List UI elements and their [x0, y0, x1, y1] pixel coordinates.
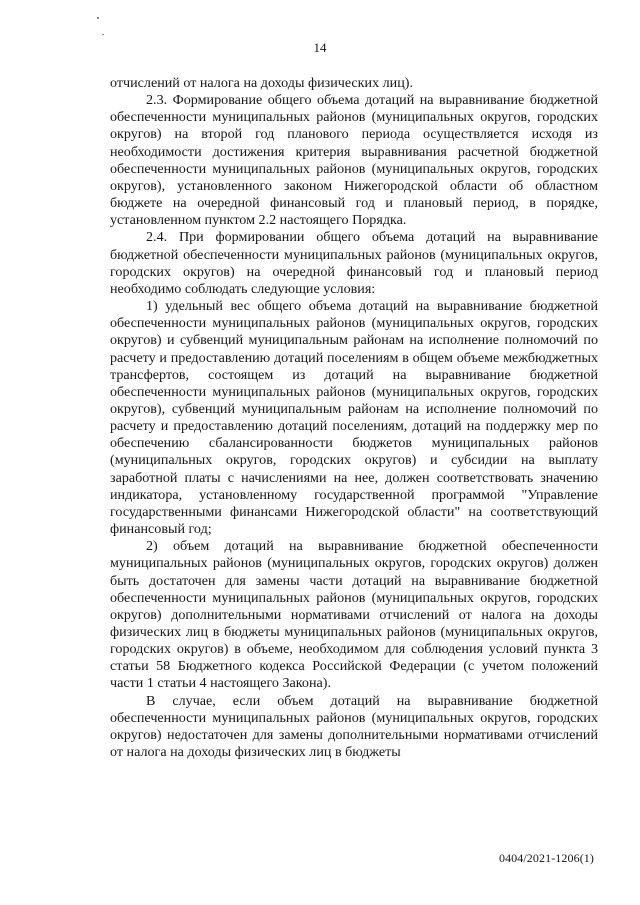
paragraph-2-3: 2.3. Формирование общего объема дотаций на выравнивание бюджетной обеспеченности муниципальных районов (муниципальных округов, городских округов) на второй год планового периода осуществляется исходя из необходимости достижения критерия выравнивания расчетной бюджетной обеспеченности муниципальных районов (муниципальных округов, городских округов), установленного законом Нижегородской области об областном бюджете на очередной финансовый год и плановый период, в порядке, установленном пунктом 2.2 настоящего Порядка. — [110, 92, 598, 229]
paragraph-insufficient-case: В случае, если объем дотаций на выравнивание бюджетной обеспеченности муниципальных районов (муниципальных округов, городских округов) недостаточен для замены дополнительными нормативами отчислений от налога на доходы физических лиц в бюджеты — [110, 692, 598, 761]
document-code: 0404/2021-1206(1) — [498, 851, 594, 865]
scan-speck — [102, 34, 104, 35]
document-body — [110, 75, 598, 761]
paragraph-2-4: 2.4. При формировании общего объема дотаций на выравнивание бюджетной обеспеченности муниципальных районов (муниципальных округов, городских округов) на очередной финансовый год и плановый период необходимо соблюдать следующие условия: — [110, 229, 598, 297]
paragraph-continuation: отчислений от налога на доходы физических лиц). — [110, 75, 413, 91]
page-number: 14 — [313, 40, 327, 55]
paragraph-condition-1: 1) удельный вес общего объема дотаций на выравнивание бюджетной обеспеченности муниципальных районов (муниципальных округов, городских округов) и субвенций муниципальным районам на исполнение полномочий по расчету и предоставлению дотаций поселениям в общем объеме межбюджетных трансфертов, состоящем из дотаций на выравнивание бюджетной обеспеченности муниципальных районов (муниципальных округов, городских округов), субвенций муниципальным районам на исполнение полномочий по расчету и предоставлению дотаций поселениям, дотаций на поддержку мер по обеспечению сбалансированности бюджетов муниципальных районов (муниципальных округов, городских округов) и субсидии на выплату заработной платы с начислениями на нее, должен соответствовать значению индикатора, установленному государственной программой "Управление государственными финансами Нижегородской области" на соответствующий финансовый год; — [110, 298, 598, 538]
paragraph-condition-2: 2) объем дотаций на выравнивание бюджетной обеспеченности муниципальных районов (муниципальных округов, городских округов) должен быть достаточен для замены части дотаций на выравнивание бюджетной обеспеченности муниципальных районов (муниципальных округов, городских округов) дополнительными нормативами отчислений от налога на доходы физических лиц в бюджеты муниципальных районов (муниципальных округов, городских округов) в объеме, необходимом для соблюдения условий пункта 3 статьи 58 Бюджетного кодекса Российской Федерации (с учетом положений части 1 статьи 4 настоящего Закона). — [110, 538, 598, 692]
scan-speck — [97, 17, 99, 19]
